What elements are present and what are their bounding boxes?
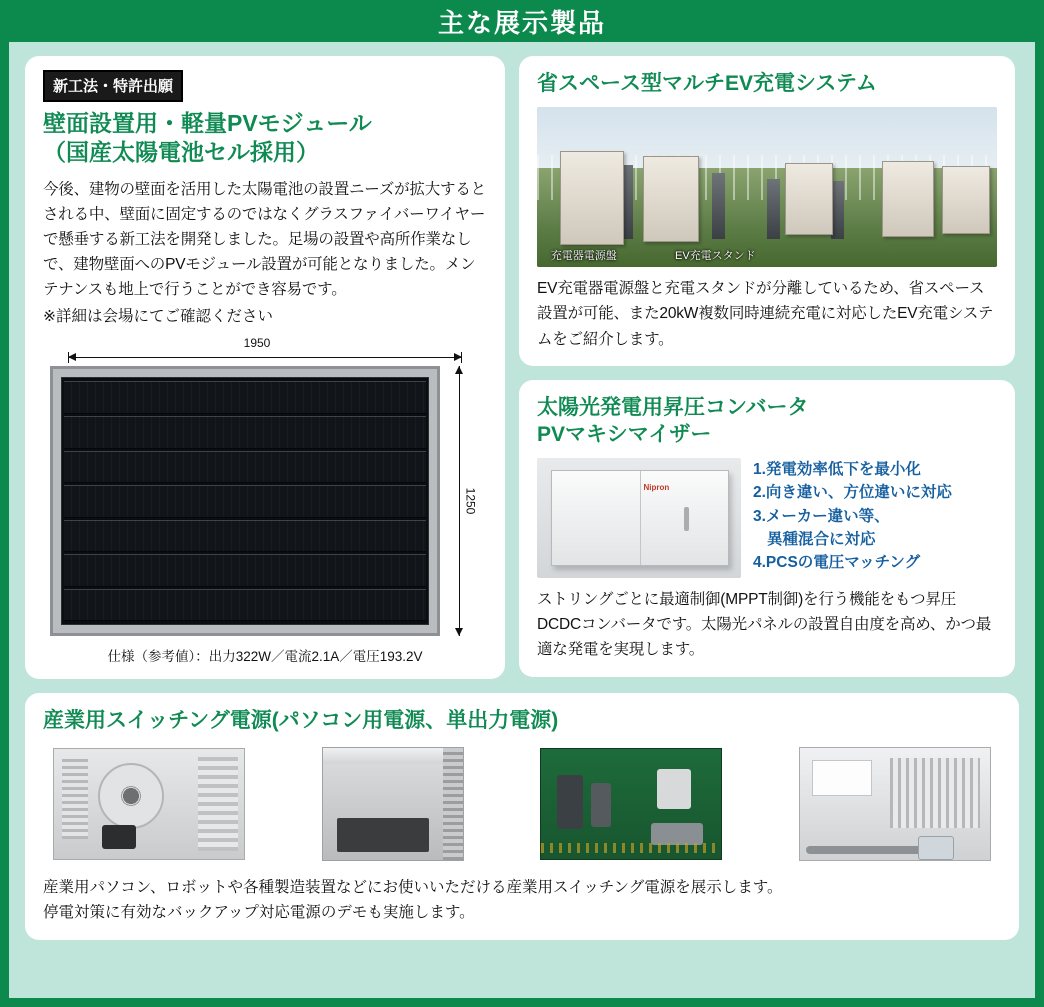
- ev-photo: [537, 107, 997, 267]
- pv-title-line1: 壁面設置用・軽量PVモジュール: [43, 110, 372, 136]
- pv-module-card: [25, 56, 505, 679]
- psu-title: 産業用スイッチング電源(パソコン用電源、単出力電源): [43, 709, 559, 733]
- converter-feature-3: 3.メーカー違い等、: [753, 507, 890, 525]
- converter-body: ストリングごとに最適制御(MPPT制御)を行う機能をもつ昇圧DCDCコンバータです。太陽光パネルの設置自由度を高め、かつ最適な発電を実現します。: [537, 591, 992, 659]
- industrial-psu-card: [25, 693, 1019, 939]
- page-title: 主な展示製品: [437, 7, 606, 38]
- pv-dim-height: [440, 366, 480, 636]
- ev-photo-label-stand: EV充電スタンド: [675, 250, 756, 263]
- ev-body: EV充電器電源盤と充電スタンドが分離しているため、省スペース設置が可能、また20kW複数同時連続充電に対応したEV充電システムをご紹介します。: [537, 280, 994, 348]
- pv-dim-height-label: 1250: [463, 488, 478, 515]
- pv-dim-width-arrow: [68, 352, 462, 362]
- pv-body: 今後、建物の壁面を活用した太陽電池の設置ニーズが拡大するとされる中、壁面に固定するのではなくグラスファイバーワイヤーで懸垂する新工法を開発しました。足場の設置や高所作業なしで、建物壁面へのPVモジュール設置が可能となりました。メンテナンスも地上で行うことができ容易です。: [43, 180, 486, 299]
- psu-body-line2: 停電対策に有効なバックアップ対応電源のデモも実施します。: [43, 904, 475, 922]
- pv-dim-width-label: 1950: [243, 336, 271, 351]
- pv-panel-graphic: [50, 366, 440, 636]
- ev-photo-label-power-panel: 充電器電源盤: [550, 250, 617, 263]
- converter-title-line2: PVマキシマイザー: [537, 422, 712, 446]
- psu-body-line1: 産業用パソコン、ロボットや各種製造装置などにお使いいただける産業用スイッチング電源を展示します。: [43, 878, 783, 896]
- pv-title: [43, 109, 487, 168]
- top-row: [9, 42, 1035, 679]
- ev-title: 省スペース型マルチEV充電システム: [537, 72, 877, 95]
- converter-feature-1: 1.発電効率低下を最小化: [753, 461, 921, 479]
- converter-title: [537, 394, 997, 449]
- converter-photo: [537, 458, 741, 578]
- psu-photo-row: [43, 747, 1001, 861]
- converter-feature-list: [753, 458, 952, 574]
- right-column: [519, 56, 1015, 679]
- psu-photo-unit: [322, 747, 464, 861]
- pv-badge: 新工法・特許出願: [43, 70, 183, 102]
- pv-note: ※詳細は会場にてご確認ください: [43, 308, 273, 326]
- psu-body: [43, 875, 1001, 926]
- pv-title-line2: （国産太陽電池セル採用）: [43, 139, 319, 166]
- pv-converter-card: [519, 380, 1015, 677]
- psu-photo-module: [799, 747, 991, 861]
- converter-feature-2: 2.向き違い、方位違いに対応: [753, 484, 952, 502]
- ev-charging-card: [519, 56, 1015, 366]
- converter-photo-logo: Nipron: [643, 483, 670, 493]
- pv-panel-diagram: [50, 336, 480, 665]
- page-header: [0, 0, 1044, 42]
- converter-title-line1: 太陽光発電用昇圧コンバータ: [537, 395, 809, 419]
- psu-photo-atx: [53, 748, 245, 860]
- psu-photo-board: [540, 748, 722, 860]
- converter-feature-4: 4.PCSの電圧マッチング: [753, 554, 921, 572]
- converter-feature-3b: 異種混合に対応: [767, 530, 876, 548]
- pv-spec: 仕様（参考値）：出力322W／電流2.1A／電圧193.2V: [107, 649, 423, 665]
